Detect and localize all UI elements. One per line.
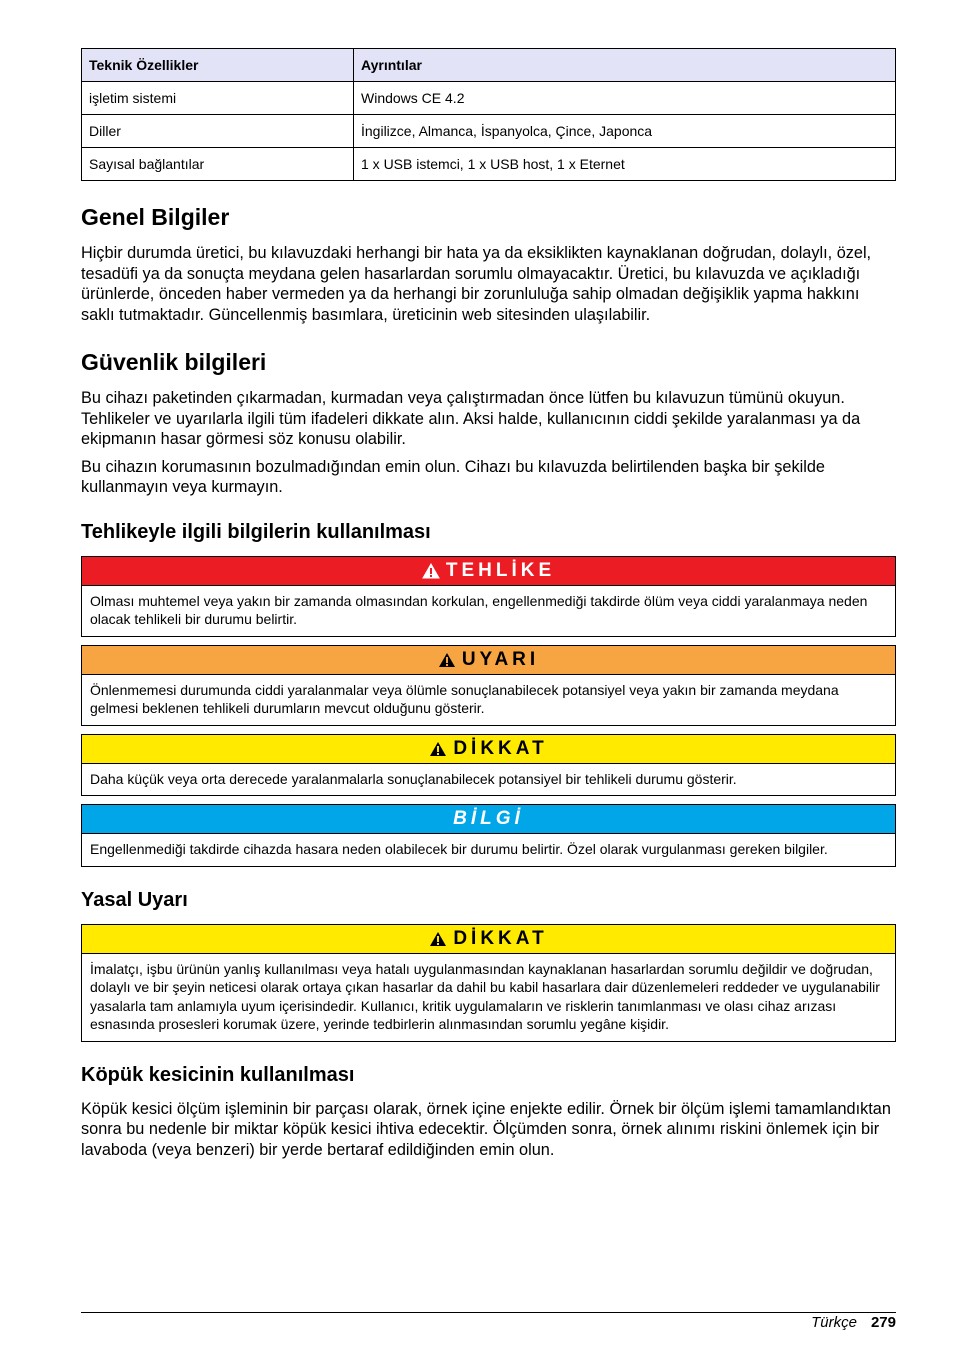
table-cell: işletim sistemi [82, 82, 354, 115]
page-number: 279 [870, 1314, 896, 1331]
table-cell: Diller [82, 115, 354, 148]
caution-text: Daha küçük veya orta derecede yaralanmalarla sonuçlanabilecek potansiyel bir tehlikeli durumu gösterir. [90, 770, 737, 787]
table-row [82, 115, 896, 148]
page-content [81, 48, 896, 1160]
notice-header [82, 805, 895, 834]
legal-caution-text: İmalatçı, işbu ürünün yanlış kullanılması veya hatalı uygulanmasından kaynaklanan hasarlardan sorumlu değildir ve doğrudan, dolaylı ve bir şeyin neticesi olarak ortaya çıkan hasarlar da dahil bu kabil hasarlara dair düzenlemeleri reddeder ve uygulanabilir yasalarla tam anlamıyla uyum içerisindedir. Kullanıcı, kritik uygulamaların ve risklerin tanımlanması ve olası cihaz arızası esnasında prosesleri korumak üzere, yerinde tedbirlerin alınmasından sorumlu yegâne kişidir. [90, 960, 880, 1032]
notice-box [81, 804, 896, 867]
footer-language: Türkçe [811, 1314, 857, 1331]
warning-label: UYARI [461, 648, 540, 670]
table-row [82, 148, 896, 181]
table-cell: Sayısal bağlantılar [82, 148, 354, 181]
paragraph-genel: Hiçbir durumda üretici, bu kılavuzdaki herhangi bir hata ya da eksiklikten kaynaklanan doğrudan, dolaylı, özel, tesadüfi ya da sonuçta meydana gelen hasarlardan sorumlu olmayacaktır. Üretici, bu kılavuzda ve açıkladığı ürünlerde, önceden haber vermeden ya da herhangi bir zorunluluğa sahip olmadan değişiklik yapma hakkını saklı tutmaktadır. Güncellenmiş basımlara, üreticinin web sitesinden ulaşılabilir. [81, 244, 872, 324]
table-header-row [82, 49, 896, 82]
paragraph-guvenlik-2: Bu cihazın korumasının bozulmadığından emin olun. Cihazı bu kılavuzda belirtilenden başka bir şekilde kullanmayın veya kurmayın. [81, 457, 825, 496]
subsection-title-tehlike: Tehlikeyle ilgili bilgilerin kullanılması [81, 520, 431, 543]
legal-caution-box [81, 924, 896, 1042]
section-title-guvenlik: Güvenlik bilgileri [81, 349, 267, 375]
legal-caution-label: DİKKAT [453, 927, 548, 949]
warning-triangle-icon [438, 652, 456, 668]
spec-table [81, 48, 896, 181]
notice-label: BİLGİ [453, 808, 524, 829]
warning-triangle-icon [429, 931, 447, 947]
notice-text: Engellenmediği takdirde cihazda hasara neden olabilecek bir durumu belirtir. Özel olarak vurgulanması gereken bilgiler. [90, 841, 828, 857]
warning-header [82, 646, 895, 675]
table-cell: Windows CE 4.2 [354, 82, 896, 115]
table-row [82, 82, 896, 115]
legal-caution-header [82, 925, 895, 954]
table-cell: 1 x USB istemci, 1 x USB host, 1 x Eternet [354, 148, 896, 181]
subsection-title-kopuk: Köpük kesicinin kullanılması [81, 1063, 355, 1086]
danger-header [82, 557, 895, 586]
subsection-title-yasal: Yasal Uyarı [81, 888, 188, 911]
danger-text: Olması muhtemel veya yakın bir zamanda olmasından korkulan, engellenmediği takdirde ölüm veya ciddi yaralanmaya neden olacak tehlikeli bir durumu belirtir. [90, 592, 868, 627]
section-title-genel: Genel Bilgiler [81, 204, 230, 230]
warning-box [81, 645, 896, 726]
paragraph-guvenlik-1: Bu cihazı paketinden çıkarmadan, kurmadan veya çalıştırmadan önce lütfen bu kılavuzun tümünü okuyun. Tehlikeler ve uyarılarla ilgili tüm ifadeleri dikkate alın. Aksi halde, kullanıcının ciddi şekilde yaralanması ya da ekipmanın hasar görmesi söz konusu olabilir. [81, 389, 861, 448]
page-footer [81, 1312, 896, 1331]
paragraph-kopuk: Köpük kesici ölçüm işleminin bir parçası olarak, örnek içine enjekte edilir. Örnek bir ölçüm işlemi tamamlandıktan sonra bu nedenle bir miktar köpük kesici ihtiva edecektir. Ölçümden sonra, örnek alınımı riskini önlemek için bir lavaboda (veya benzeri) bir yerde bertaraf edildiğinden emin olun. [81, 1099, 891, 1159]
table-header-cell: Teknik Özellikler [82, 49, 354, 82]
table-header-cell: Ayrıntılar [354, 49, 896, 82]
warning-triangle-icon [429, 741, 447, 757]
table-cell: İngilizce, Almanca, İspanyolca, Çince, Japonca [354, 115, 896, 148]
caution-label: DİKKAT [453, 737, 548, 759]
danger-label: TEHLİKE [445, 559, 556, 581]
warning-text: Önlenmemesi durumunda ciddi yaralanmalar veya ölümle sonuçlanabilecek potansiyel veya yakın bir zamanda meydana gelmesi beklenen tehlikeli durumların mevcut olduğunu gösterir. [90, 681, 839, 716]
danger-box [81, 556, 896, 637]
caution-box [81, 734, 896, 797]
caution-header [82, 735, 895, 764]
warning-triangle-icon [422, 563, 440, 579]
